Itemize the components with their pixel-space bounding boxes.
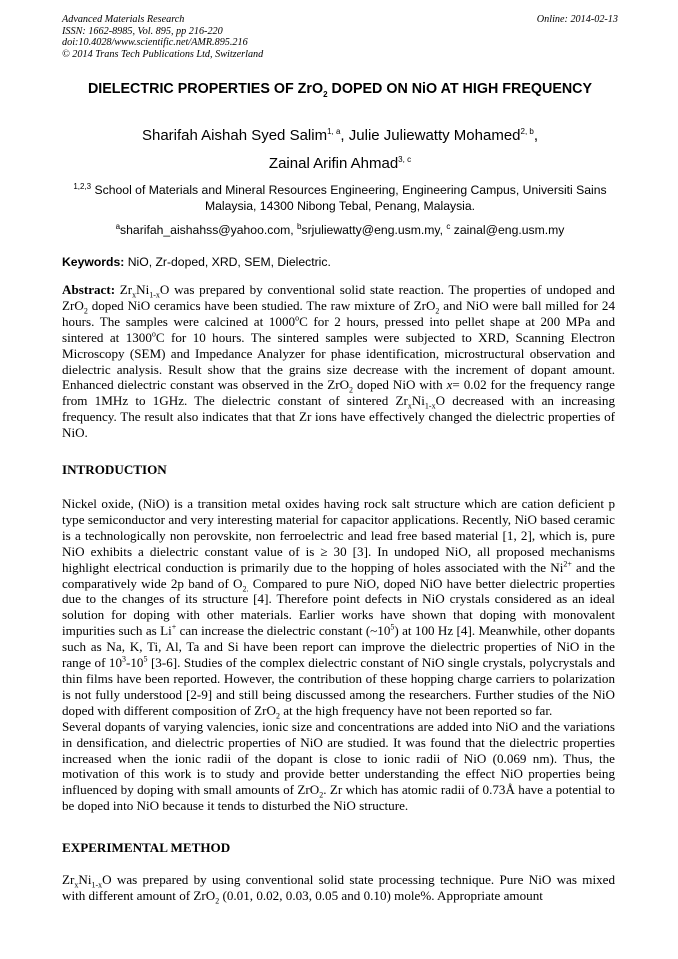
journal-header bbox=[62, 14, 618, 60]
intro-paragraph-2: Several dopants of varying valencies, ionic size and concentrations are added into NiO and the variations in densification, and dielectric properties of NiO are studied. It was found that the dielectric properties increased when the ionic radii of the dopant is close to ionic radii of NiO (0.069 nm). Thus, the motivation of this work is to study and provide better understanding the effect NiO properties being influenced by doping with small amounts of ZrO$_2$. Zr which has atomic radii of 0.73Å have a potential to be doped into NiO because it tends to disturbed the NiO structure. bbox=[62, 718, 615, 814]
experimental-method-body: $Zr_xNi_{1-x}O$ was prepared by using conventional solid state processing technique. Pure NiO was mixed with different amount of ZrO$_2$ (0.01, 0.02, 0.03, 0.05 and 0.10) mole%. Appropriate amount bbox=[62, 872, 615, 906]
author-1: Sharifah Aishah Syed Salim bbox=[141, 127, 328, 144]
keywords: Keywords: NiO, Zr-doped, XRD, SEM, Dielectric. bbox=[62, 255, 331, 269]
introduction-body bbox=[62, 496, 615, 814]
author-emails: $^a$sharifah_aishahss@yahoo.com, $^b$srjuliewatty@eng.usm.my, $^c$ zainal@eng.usm.my bbox=[115, 221, 565, 237]
journal-doi: doi:10.4028/www.scientific.net/AMR.895.216 bbox=[62, 37, 248, 48]
abstract: Abstract: $Zr_xNi_{1-x}O$ was prepared by conventional solid state reaction. The properties of undoped and ZrO$_2$ doped NiO ceramics have been studied. The raw mixture of ZrO$_2$ and NiO were ball milled for 24 hours. The samples were calcined at 1000$^o$C for 2 hours, pressed into pellet shape at 200 MPa and sintered at 1300$^o$C for 10 hours. The sintered samples were subjected to XRD, Scanning Electron Microscopy (SEM) and Impedance Analyzer for phase identification, microstructural observation and dielectric analysis. Result show that the grains size decrease with the increment of dopant amount. Enhanced dielectric constant was observed in the ZrO$_2$ doped NiO with x= 0.02 for the frequency range from 1MHz to 1GHz. The dielectric constant of sintered $Zr_xNi_{1-x}O$ decreased with an increasing frequency. The result also indicates that that Zr ions have effectively changed the dielectric properties of NiO. bbox=[62, 282, 615, 441]
author-list: Sharifah Aishah Syed Salim$^{1, a}$, Julie Juliewatty Mohamed$^{2, b}$, Zainal Arifin Ahmad$^{3, c}$ bbox=[141, 127, 539, 172]
email-b: srjuliewatty@eng.usm.my, bbox=[301, 223, 447, 237]
author-3: Zainal Arifin Ahmad bbox=[268, 155, 399, 172]
journal-copyright: © 2014 Trans Tech Publications Ltd, Switzerland bbox=[62, 48, 264, 60]
email-a: sharifah_aishahss@yahoo.com, bbox=[120, 223, 298, 237]
email-c: zainal@eng.usm.my bbox=[450, 223, 565, 237]
journal-issn: ISSN: 1662-8985, Vol. 895, pp 216-220 bbox=[62, 25, 223, 37]
journal-name: Advanced Materials Research bbox=[62, 14, 185, 25]
abstract-label: Abstract: bbox=[62, 282, 116, 297]
paper-title: DIELECTRIC PROPERTIES OF ZrO$_2$ DOPED ON NiO AT HIGH FREQUENCY bbox=[87, 81, 593, 99]
intro-paragraph-1: Nickel oxide, (NiO) is a transition metal oxides having rock salt structure which are cation deficient p type semiconductor and very interesting material for capacitor applications. Recently, NiO based ceramic is a technologically non perovskite, non ferroelectric and lead free based material [1, 2], which is, pure NiO exhibits a dielectric constant value of is ≥ 30 [3]. In undoped NiO, all proposed mechanisms highlight electrical conduction is primarily due to the hopping of holes associated with the $Ni^{2+}$ and the comparatively wide 2p band of $O_{2.}$ Compared to pure NiO, doped NiO have better dielectric properties due to the changes of its structure [4]. Therefore point defects in NiO crystals considered as an ideal solution for doping with other materials. Earlier works have shown that doping with monovalent impurities such as Li+ can increase the dielectric constant $(\sim 10^5)$ at 100 Hz [4]. Meanwhile, other dopants such as Na, K, Ti, Al, Ta and Si have been report can improve the dielectric properties of NiO in the range of $10^3-10^5$ [3-6]. Studies of the complex dielectric constant of NiO single crystals, polycrystals and thin films have been reported. However, the contribution of these hopping charge carriers to polarization is not fully understood [2-9] and still being discussed among the researchers. Further studies of the NiO doped with different composition of ZrO$_2$ at the high frequency have not been reported so far. bbox=[62, 496, 616, 721]
keywords-label: Keywords: bbox=[62, 255, 125, 269]
introduction-heading: INTRODUCTION bbox=[62, 462, 167, 477]
online-date: Online: 2014-02-13 bbox=[536, 14, 618, 25]
affiliation: $^{1,2,3}$ School of Materials and Mineral Resources Engineering, Engineering Campus, Universiti Sains Malaysia, 14300 Nibong Tebal, Penang, Malaysia. bbox=[73, 181, 607, 213]
experimental-method-heading: EXPERIMENTAL METHOD bbox=[62, 840, 231, 855]
author-2: Julie Juliewatty Mohamed bbox=[348, 127, 521, 144]
